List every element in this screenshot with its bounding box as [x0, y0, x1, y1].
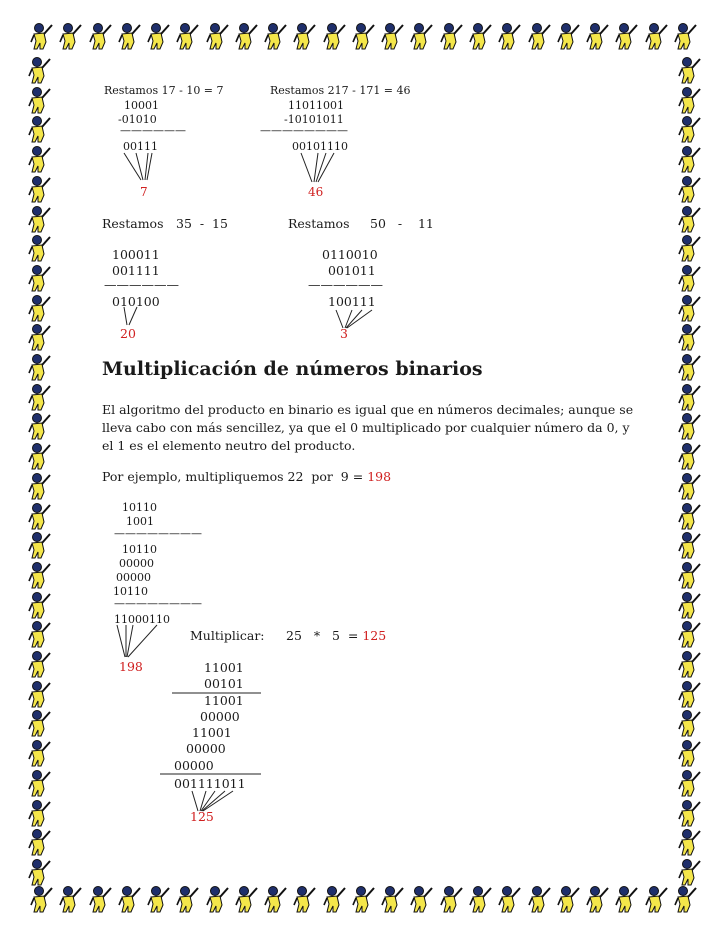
sub3-expression: 35 - 15: [176, 216, 228, 231]
mult2-partial-3: 11001: [192, 725, 232, 740]
waving-person-icon: [28, 383, 54, 411]
example-result: 198: [367, 469, 392, 484]
sub2-minuend: 11011001: [288, 99, 344, 112]
waving-person-icon: [678, 561, 704, 589]
waving-person-icon: [28, 680, 54, 708]
waving-person-icon: [28, 264, 54, 292]
waving-person-icon: [674, 22, 700, 50]
example-text: Por ejemplo, multipliquemos 22 por 9 =: [102, 469, 368, 484]
waving-person-icon: [206, 22, 232, 50]
sub4-label: Restamos: [288, 216, 350, 231]
waving-person-icon: [586, 22, 612, 50]
waving-person-icon: [293, 22, 319, 50]
waving-person-icon: [28, 828, 54, 856]
sub1-decimal: 7: [140, 185, 148, 199]
waving-person-icon: [678, 858, 704, 886]
waving-person-icon: [89, 22, 115, 50]
mult1-multiplier: 1001: [126, 515, 154, 528]
sub3-subtrahend: 001111: [112, 263, 160, 278]
waving-person-icon: [30, 885, 56, 913]
waving-person-icon: [410, 22, 436, 50]
waving-person-icon: [678, 502, 704, 530]
mult2-expression: 25 * 5 =: [286, 628, 363, 643]
connector-line: [347, 310, 372, 328]
waving-person-icon: [118, 22, 144, 50]
connector-line: [318, 153, 334, 182]
sub1-subtrahend: -01010: [118, 113, 157, 126]
waving-person-icon: [28, 353, 54, 381]
connector-line: [147, 153, 152, 180]
waving-person-icon: [352, 885, 378, 913]
waving-person-icon: [293, 885, 319, 913]
waving-person-icon: [678, 620, 704, 648]
waving-person-icon: [440, 22, 466, 50]
connector-line: [124, 307, 127, 325]
mult1-rule: ————————: [114, 527, 202, 540]
sub3-label: Restamos: [102, 216, 164, 231]
waving-person-icon: [28, 650, 54, 678]
waving-person-icon: [147, 885, 173, 913]
waving-person-icon: [59, 885, 85, 913]
waving-person-icon: [678, 294, 704, 322]
connector-line: [203, 791, 233, 811]
waving-person-icon: [28, 145, 54, 173]
sub2-result: 00101110: [292, 140, 348, 153]
sub2-rule: ————————: [260, 124, 348, 137]
mult2-partial-4: 00000: [186, 741, 226, 756]
waving-person-icon: [678, 799, 704, 827]
waving-person-icon: [28, 115, 54, 143]
connector-line: [314, 153, 318, 182]
waving-person-icon: [28, 769, 54, 797]
waving-person-icon: [678, 828, 704, 856]
waving-person-icon: [498, 22, 524, 50]
waving-person-icon: [678, 86, 704, 114]
waving-person-icon: [28, 531, 54, 559]
connector-line: [145, 153, 148, 180]
connector-line: [192, 791, 198, 811]
mult2-multiplier: 00101: [204, 676, 244, 691]
waving-person-icon: [28, 86, 54, 114]
waving-person-icon: [28, 205, 54, 233]
mult1-rule-2: ————————: [114, 597, 202, 610]
waving-person-icon: [235, 22, 261, 50]
waving-person-icon: [28, 175, 54, 203]
waving-person-icon: [678, 680, 704, 708]
mult2-label: Multiplicar:: [190, 628, 265, 643]
example-line: [102, 469, 391, 484]
sub2-title: Restamos 217 - 171 = 46: [270, 84, 411, 97]
mult2-multiplicand: 11001: [204, 660, 244, 675]
waving-person-icon: [28, 502, 54, 530]
waving-person-icon: [264, 22, 290, 50]
waving-person-icon: [678, 323, 704, 351]
waving-person-icon: [59, 22, 85, 50]
border-right: [678, 56, 712, 886]
waving-person-icon: [28, 709, 54, 737]
waving-person-icon: [28, 412, 54, 440]
sub3-minuend: 100011: [112, 247, 160, 262]
connector-line: [200, 791, 206, 811]
section-heading: Multiplicación de números binarios: [102, 358, 483, 380]
mult1-decimal: 198: [119, 659, 143, 674]
sub1-minuend: 10001: [124, 99, 159, 112]
waving-person-icon: [557, 22, 583, 50]
waving-person-icon: [264, 885, 290, 913]
waving-person-icon: [645, 885, 671, 913]
mult1-result: 11000110: [114, 613, 170, 626]
sub4-rule: ——————: [308, 277, 383, 292]
waving-person-icon: [674, 885, 700, 913]
waving-person-icon: [89, 885, 115, 913]
waving-person-icon: [410, 885, 436, 913]
waving-person-icon: [323, 22, 349, 50]
sub1-result: 00111: [123, 140, 158, 153]
connector-line: [128, 625, 157, 657]
waving-person-icon: [176, 885, 202, 913]
sub4-expression: 50 - 11: [370, 216, 434, 231]
waving-person-icon: [440, 885, 466, 913]
waving-person-icon: [678, 56, 704, 84]
waving-person-icon: [528, 885, 554, 913]
waving-person-icon: [678, 175, 704, 203]
waving-person-icon: [28, 472, 54, 500]
waving-person-icon: [645, 22, 671, 50]
waving-person-icon: [678, 145, 704, 173]
sub4-subtrahend: 001011: [328, 263, 376, 278]
waving-person-icon: [678, 709, 704, 737]
connector-line: [316, 153, 326, 182]
waving-person-icon: [586, 885, 612, 913]
sub1-rule: ——————: [120, 124, 186, 137]
waving-person-icon: [381, 22, 407, 50]
waving-person-icon: [28, 442, 54, 470]
waving-person-icon: [678, 769, 704, 797]
waving-person-icon: [28, 561, 54, 589]
waving-person-icon: [352, 22, 378, 50]
waving-person-icon: [678, 531, 704, 559]
waving-person-icon: [206, 885, 232, 913]
waving-person-icon: [28, 858, 54, 886]
waving-person-icon: [678, 353, 704, 381]
sub4-decimal: 3: [340, 326, 348, 341]
mult2-partial-1: 11001: [204, 693, 244, 708]
mult2-partial-5: 00000: [174, 758, 214, 773]
section-paragraph: El algoritmo del producto en binario es igual que en números decimales; aunque se lleva cabo con más sencillez, ya que el 0 multiplicado por cualquier número da 0, y el 1 es el elemento neutro del producto.: [102, 402, 634, 453]
waving-person-icon: [28, 294, 54, 322]
connector-line: [124, 153, 141, 180]
border-bottom: [30, 885, 700, 919]
waving-person-icon: [678, 472, 704, 500]
mult1-multiplicand: 10110: [122, 501, 157, 514]
waving-person-icon: [678, 205, 704, 233]
waving-person-icon: [678, 650, 704, 678]
waving-person-icon: [528, 22, 554, 50]
connector-line: [117, 625, 125, 657]
connector-line: [136, 153, 143, 180]
waving-person-icon: [323, 885, 349, 913]
waving-person-icon: [235, 885, 261, 913]
waving-person-icon: [28, 799, 54, 827]
waving-person-icon: [678, 234, 704, 262]
connector-line: [129, 307, 137, 325]
sub2-subtrahend: -10101011: [284, 113, 344, 126]
waving-person-icon: [615, 885, 641, 913]
waving-person-icon: [28, 739, 54, 767]
border-top: [30, 22, 700, 56]
mult1-partial-4: 10110: [113, 585, 148, 598]
waving-person-icon: [28, 56, 54, 84]
waving-person-icon: [118, 885, 144, 913]
waving-person-icon: [615, 22, 641, 50]
sub2-decimal: 46: [308, 185, 324, 199]
waving-person-icon: [678, 383, 704, 411]
mult2-decimal: 125: [190, 809, 214, 824]
mult2-expression-result: 125: [362, 628, 387, 643]
mult1-partial-1: 10110: [122, 543, 157, 556]
waving-person-icon: [678, 264, 704, 292]
sub3-rule: ——————: [104, 277, 179, 292]
waving-person-icon: [678, 442, 704, 470]
waving-person-icon: [147, 22, 173, 50]
waving-person-icon: [176, 22, 202, 50]
sub1-title: Restamos 17 - 10 = 7: [104, 84, 224, 97]
connector-line: [201, 791, 215, 811]
sub3-decimal: 20: [120, 326, 136, 341]
sub3-result: 010100: [112, 294, 160, 309]
mult1-partial-2: 00000: [119, 557, 154, 570]
mult2-result: 001111011: [174, 776, 246, 791]
mult2-partial-2: 00000: [200, 709, 240, 724]
waving-person-icon: [678, 115, 704, 143]
waving-person-icon: [381, 885, 407, 913]
waving-person-icon: [678, 412, 704, 440]
waving-person-icon: [678, 591, 704, 619]
mult1-partial-3: 00000: [116, 571, 151, 584]
waving-person-icon: [28, 591, 54, 619]
waving-person-icon: [30, 22, 56, 50]
sub4-minuend: 0110010: [322, 247, 378, 262]
waving-person-icon: [469, 885, 495, 913]
waving-person-icon: [28, 323, 54, 351]
waving-person-icon: [557, 885, 583, 913]
sub4-result: 100111: [328, 294, 376, 309]
mult2-expression-line: [286, 628, 386, 643]
waving-person-icon: [28, 620, 54, 648]
waving-person-icon: [469, 22, 495, 50]
connector-line: [202, 791, 225, 811]
waving-person-icon: [498, 885, 524, 913]
connector-line: [301, 153, 312, 182]
connector-line: [346, 310, 362, 328]
waving-person-icon: [678, 739, 704, 767]
waving-person-icon: [28, 234, 54, 262]
border-left: [28, 56, 62, 886]
connector-line: [127, 625, 133, 657]
